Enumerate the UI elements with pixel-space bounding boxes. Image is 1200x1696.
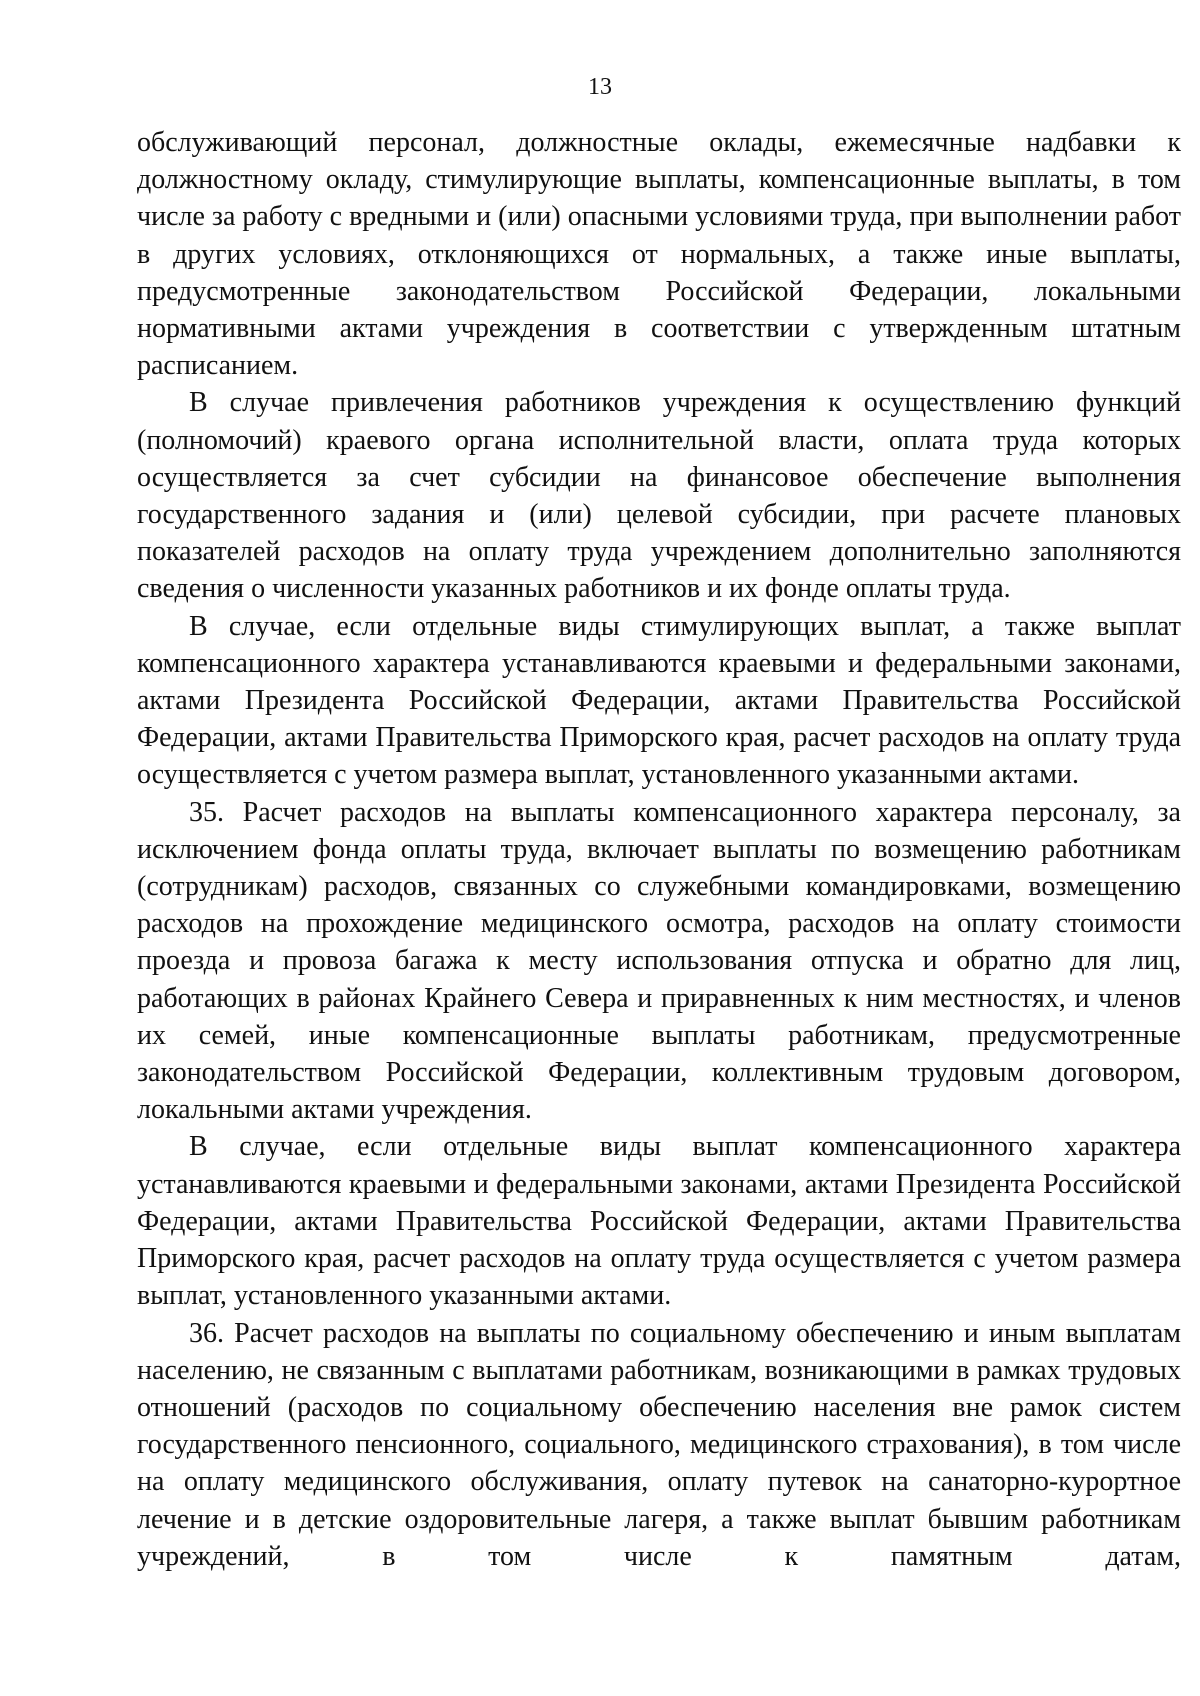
paragraph-stimulating-payments: В случае, если отдельные виды стимулирующих выплат, а также выплат компенсационного характера устанавливаются краевыми и федеральными законами, актами Президента Российской Федерации, актами Правительства Российской Федерации, актами Правительства Приморского края, расчет расходов на оплату труда осуществляется с учетом размера выплат, установленного указанными актами. <box>137 610 1181 791</box>
paragraph-staff-involvement: В случае привлечения работников учреждения к осуществлению функций (полномочий) краевого органа исполнительной власти, оплата труда которых осуществляется за счет субсидии на финансовое обеспечение выполнения государственного задания и (или) целевой субсидии, при расчете плановых показателей расходов на оплату труда учреждением дополнительно заполняются сведения о численности указанных работников и их фонде оплаты труда. <box>137 387 1181 605</box>
page-number: 13 <box>588 74 612 100</box>
paragraph-continuation: обслуживающий персонал, должностные оклады, ежемесячные надбавки к должностному окладу, стимулирующие выплаты, компенсационные выплаты, в том числе за работу с вредными и (или) опасными условиями труда, при выполнении работ в других условиях, отклоняющихся от нормальных, а также иные выплаты, предусмотренные законодательством Российской Федерации, локальными нормативными актами учреждения в соответствии с утвержденным штатным расписанием. <box>137 127 1181 382</box>
body-text <box>137 124 1181 1575</box>
paragraph-clause-35: 35. Расчет расходов на выплаты компенсационного характера персоналу, за исключением фонда оплаты труда, включает выплаты по возмещению работникам (сотрудникам) расходов, связанных со служебными командировками, возмещению расходов на прохождение медицинского осмотра, расходов на оплату стоимости проезда и провоза багажа к месту использования отпуска и обратно для лиц, работающих в районах Крайнего Севера и приравненных к ним местностях, и членов их семей, иные компенсационные выплаты работникам, предусмотренные законодательством Российской Федерации, коллективным трудовым договором, локальными актами учреждения. <box>137 796 1181 1126</box>
paragraph-clause-36: 36. Расчет расходов на выплаты по социальному обеспечению и иным выплатам населению, не связанным с выплатами работникам, возникающими в рамках трудовых отношений (расходов по социальному обеспечению населения вне рамок систем государственного пенсионного, социального, медицинского страхования), в том числе на оплату медицинского обслуживания, оплату путевок на санаторно-курортное лечение и в детские оздоровительные лагеря, а также выплат бывшим работникам учреждений, в том числе к памятным датам, <box>137 1317 1181 1572</box>
paragraph-compensation-payments: В случае, если отдельные виды выплат компенсационного характера устанавливаются краевыми и федеральными законами, актами Президента Российской Федерации, актами Правительства Российской Федерации, актами Правительства Приморского края, расчет расходов на оплату труда осуществляется с учетом размера выплат, установленного указанными актами. <box>137 1131 1181 1312</box>
